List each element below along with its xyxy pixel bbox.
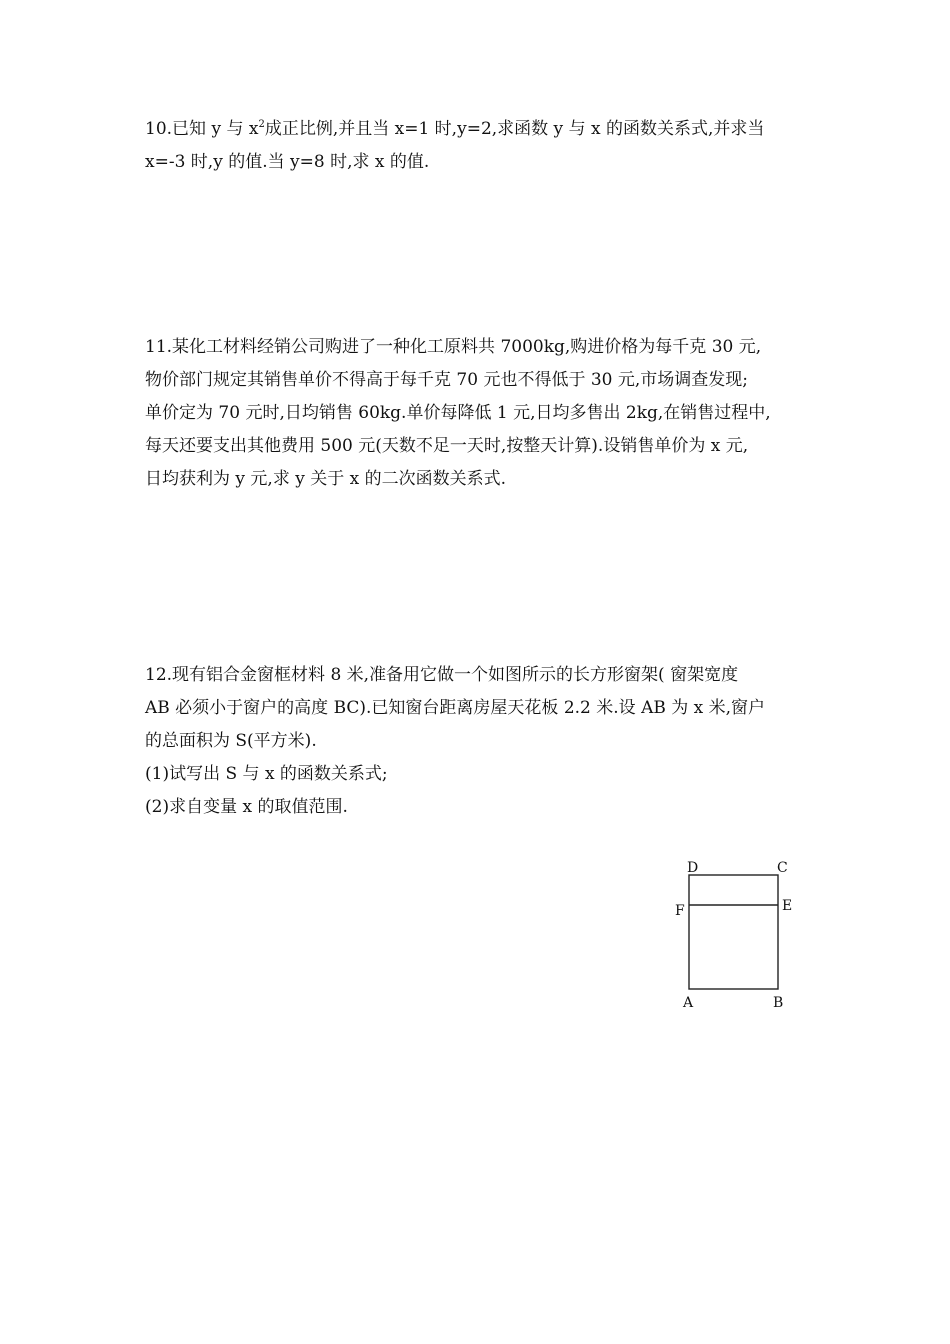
problem-12-sub-question-1: (1)试写出 S 与 x 的函数关系式;	[145, 764, 388, 784]
problem-11-line: 11.某化工材料经销公司购进了一种化工原料共 7000kg,购进价格为每千克 30 元,	[145, 337, 762, 357]
point-label-c: C	[777, 860, 788, 876]
problem-10-text-a: 10.已知 y 与 x	[145, 119, 259, 139]
point-label-f: F	[675, 903, 685, 919]
problem-12-line: 的总面积为 S(平方米).	[145, 731, 317, 751]
problem-11	[145, 331, 810, 496]
window-frame-figure	[670, 855, 800, 1020]
problem-12	[145, 659, 810, 824]
problem-10-line-2: x=-3 时,y 的值.当 y=8 时,求 x 的值.	[145, 152, 430, 172]
problem-10-line-1	[145, 113, 810, 146]
point-label-d: D	[687, 860, 699, 876]
problem-12-sub-question-2: (2)求自变量 x 的取值范围.	[145, 797, 348, 817]
problem-10	[145, 113, 810, 179]
problem-11-line: 单价定为 70 元时,日均销售 60kg.单价每降低 1 元,日均多售出 2kg,在销售过程中,	[145, 403, 771, 423]
point-label-b: B	[773, 995, 784, 1011]
point-label-a: A	[683, 995, 694, 1011]
window-frame-rect	[689, 875, 778, 989]
point-label-e: E	[782, 898, 793, 914]
problem-11-line: 每天还要支出其他费用 500 元(天数不足一天时,按整天计算).设销售单价为 x 元,	[145, 436, 749, 456]
problem-10-text-b: 成正比例,并且当 x=1 时,y=2,求函数 y 与 x 的函数关系式,并求当	[264, 119, 765, 139]
problem-11-line: 物价部门规定其销售单价不得高于每千克 70 元也不得低于 30 元,市场调查发现;	[145, 370, 749, 390]
problem-12-line: 12.现有铝合金窗框材料 8 米,准备用它做一个如图所示的长方形窗架( 窗架宽度	[145, 665, 739, 685]
exponent: 2	[258, 119, 265, 130]
problem-12-line: AB 必须小于窗户的高度 BC).已知窗台距离房屋天花板 2.2 米.设 AB 为 x 米,窗户	[145, 698, 766, 718]
problem-11-line: 日均获利为 y 元,求 y 关于 x 的二次函数关系式.	[145, 469, 507, 489]
